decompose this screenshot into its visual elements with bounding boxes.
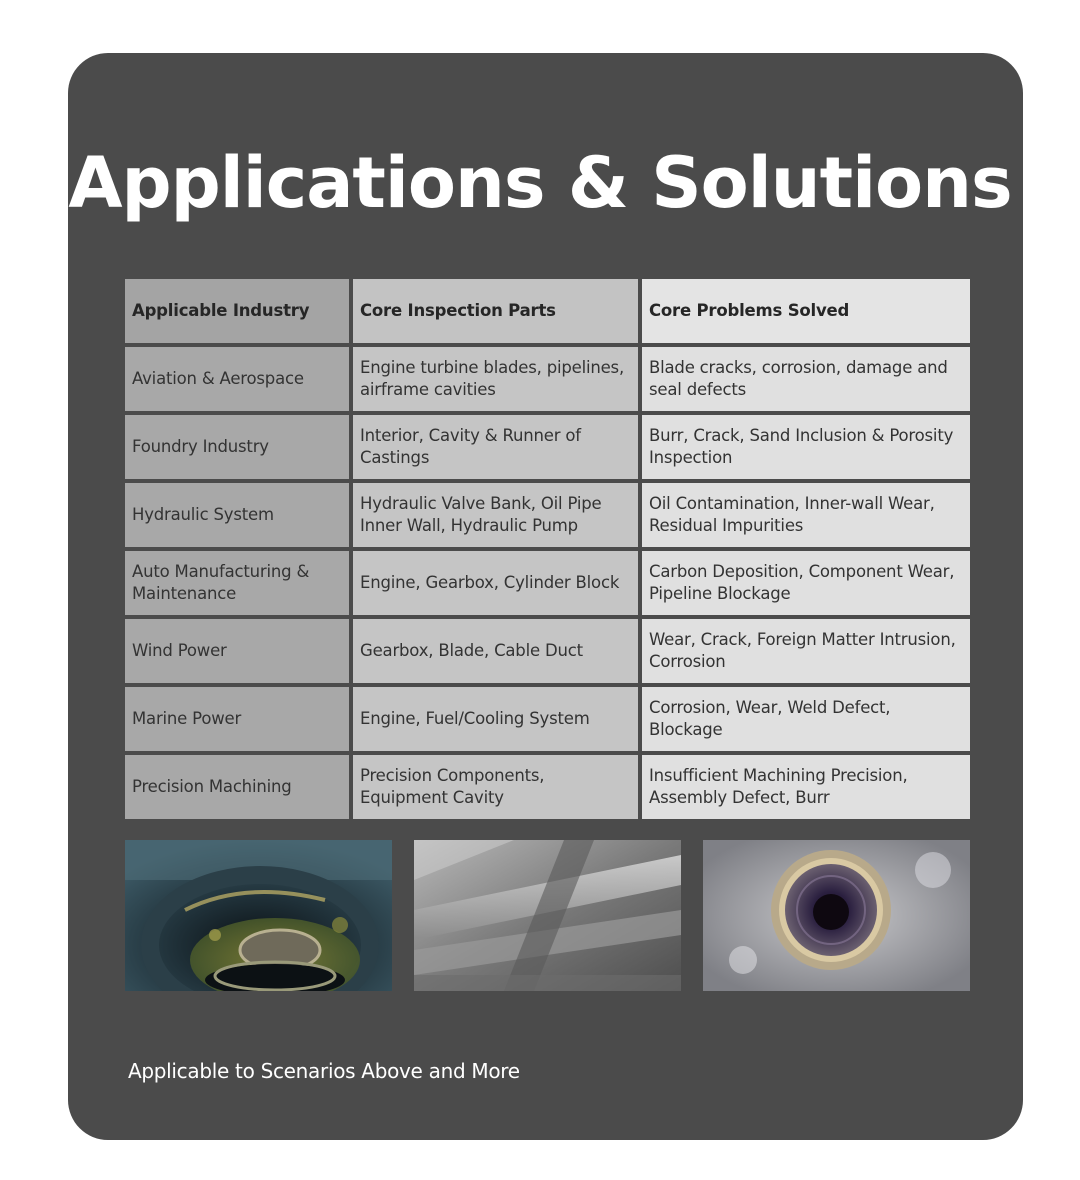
header-applicable-industry: Applicable Industry <box>125 279 349 343</box>
inspection-photo-cavity <box>125 840 392 991</box>
inspection-parts-cell: Interior, Cavity & Runner of Castings <box>353 415 638 479</box>
table-header-row <box>125 279 970 343</box>
header-core-inspection-parts: Core Inspection Parts <box>353 279 638 343</box>
inspection-parts-cell: Precision Components, Equipment Cavity <box>353 755 638 819</box>
industry-cell: Auto Manufacturing & Maintenance <box>125 551 349 615</box>
inspection-parts-cell: Engine turbine blades, pipelines, airframe cavities <box>353 347 638 411</box>
page-title: Applications & Solutions <box>68 142 1012 224</box>
problems-solved-cell: Burr, Crack, Sand Inclusion & Porosity Inspection <box>642 415 970 479</box>
table-row <box>125 347 970 411</box>
industry-cell: Aviation & Aerospace <box>125 347 349 411</box>
applications-table <box>125 279 970 823</box>
problems-solved-cell: Insufficient Machining Precision, Assembly Defect, Burr <box>642 755 970 819</box>
problems-solved-cell: Blade cracks, corrosion, damage and seal defects <box>642 347 970 411</box>
inspection-photo-blade <box>414 840 681 991</box>
table-row <box>125 551 970 615</box>
table-row <box>125 483 970 547</box>
inspection-parts-cell: Gearbox, Blade, Cable Duct <box>353 619 638 683</box>
table-row <box>125 755 970 819</box>
industry-cell: Hydraulic System <box>125 483 349 547</box>
problems-solved-cell: Carbon Deposition, Component Wear, Pipeline Blockage <box>642 551 970 615</box>
inspection-parts-cell: Hydraulic Valve Bank, Oil Pipe Inner Wall, Hydraulic Pump <box>353 483 638 547</box>
industry-cell: Marine Power <box>125 687 349 751</box>
table-row <box>125 619 970 683</box>
inspection-photo-bore <box>703 840 970 991</box>
table-row <box>125 687 970 751</box>
inspection-photos <box>125 840 970 991</box>
table-row <box>125 415 970 479</box>
industry-cell: Wind Power <box>125 619 349 683</box>
industry-cell: Foundry Industry <box>125 415 349 479</box>
problems-solved-cell: Corrosion, Wear, Weld Defect, Blockage <box>642 687 970 751</box>
industry-cell: Precision Machining <box>125 755 349 819</box>
footer-note: Applicable to Scenarios Above and More <box>128 1059 520 1083</box>
problems-solved-cell: Wear, Crack, Foreign Matter Intrusion, Corrosion <box>642 619 970 683</box>
inspection-parts-cell: Engine, Fuel/Cooling System <box>353 687 638 751</box>
problems-solved-cell: Oil Contamination, Inner-wall Wear, Residual Impurities <box>642 483 970 547</box>
inspection-parts-cell: Engine, Gearbox, Cylinder Block <box>353 551 638 615</box>
header-core-problems-solved: Core Problems Solved <box>642 279 970 343</box>
